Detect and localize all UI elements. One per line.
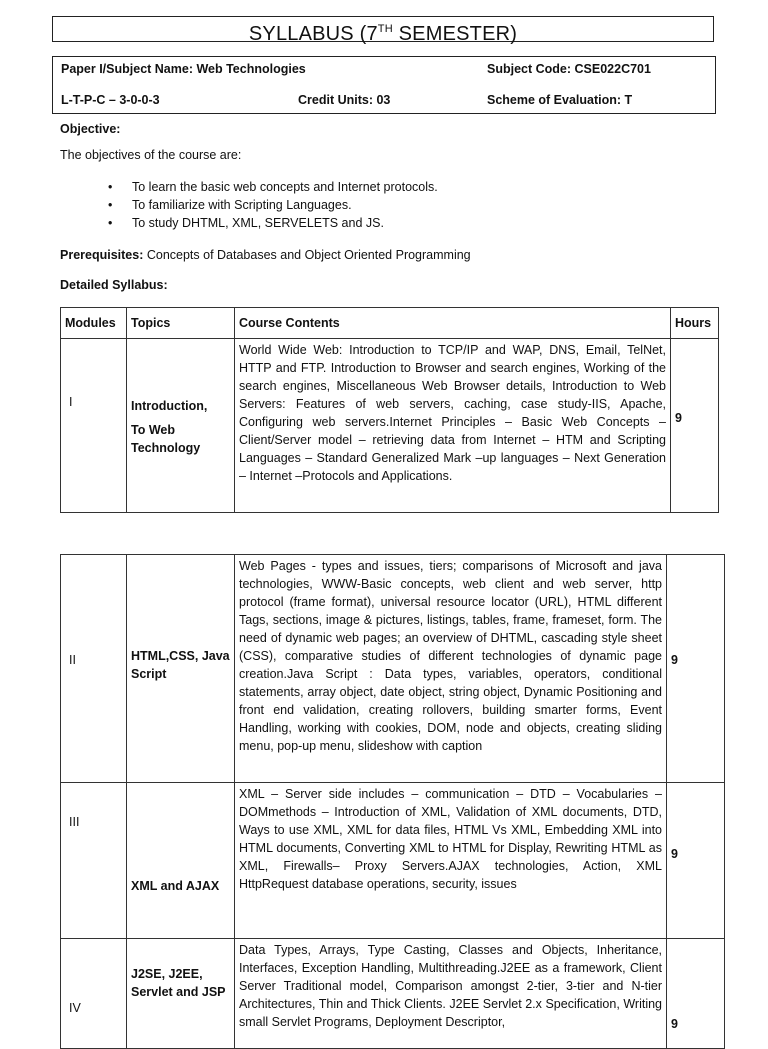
- syllabus-table-part2: [60, 554, 725, 1049]
- module-hours: 9: [671, 339, 719, 513]
- header-course-contents: Course Contents: [235, 308, 671, 339]
- table-header-row: [61, 308, 719, 339]
- bullet-icon: •: [108, 216, 113, 230]
- objectives-list: [100, 178, 438, 232]
- syllabus-table-part1: [60, 307, 719, 513]
- module-number: I: [61, 339, 127, 513]
- prerequisites: [60, 248, 471, 262]
- table-row: [61, 555, 725, 783]
- module-topic: HTML,CSS, Java Script: [127, 555, 235, 783]
- module-hours: 9: [667, 555, 725, 783]
- credit-units: Credit Units: 03: [298, 93, 391, 107]
- table-row: [61, 339, 719, 513]
- module-contents: Web Pages - types and issues, tiers; comparisons of Microsoft and java technologies, WWW-Basic concepts, web client and web server, http protocol (frame format), universal resource locator (URL), HTML different Tags, sections, image & pictures, listings, tables, frame, frameset, form. The need of dynamic web pages; an overview of DHTML, cascading style sheet (CSS), comparative studies of different technologies of dynamic page creation.Java Script : Data types, variables, operators, conditional statements, array object, date object, string object, Dynamic Positioning and front end validation, creating rollovers, building smarter forms, Event Handling, working with cookies, DOM, node and objects, creating sliding menu, pop-up menu, slideshow with caption: [235, 555, 667, 783]
- title-suffix: SEMESTER): [392, 23, 518, 45]
- subject-code: Subject Code: CSE022C701: [487, 62, 651, 76]
- module-contents: World Wide Web: Introduction to TCP/IP and WAP, DNS, Email, TelNet, HTTP and FTP. Introduction to Browser and search engines, Working of the search engines, Miscellaneous Web Browser details, Introduction to Web Servers: Features of web servers, caching, case study-IIS, Apache, Configuring web servers.Internet Principles – Basic Web Concepts – Client/Server model – retrieving data from Internet – HTM and Scripting Languages – Standard Generalized Mark –up languages – Next Generation – Internet –Protocols and Applications.: [235, 339, 671, 513]
- title-superscript: TH: [377, 23, 393, 35]
- bullet-icon: •: [108, 180, 113, 194]
- module-contents: XML – Server side includes – communication – DTD – Vocabularies – DOMmethods – Introduction of XML, Validation of XML documents, DTD, Ways to use XML, XML for data files, HTML Vs XML, Embedding XML into HTML documents, Converting XML to HTML for Display, Rewriting HTML as XML, Firewalls– Proxy Servers.AJAX technologies, Action, XML HttpRequest database operations, security, issues: [235, 783, 667, 939]
- header-topics: Topics: [127, 308, 235, 339]
- table-row: [61, 783, 725, 939]
- objective-intro: The objectives of the course are:: [60, 148, 242, 162]
- module-number: III: [61, 783, 127, 939]
- prerequisites-label: Prerequisites:: [60, 248, 144, 262]
- list-item: • To study DHTML, XML, SERVELETS and JS.: [108, 216, 384, 230]
- prerequisites-text: Concepts of Databases and Object Oriented Programming: [143, 248, 471, 262]
- detailed-syllabus-heading: Detailed Syllabus:: [60, 278, 168, 292]
- module-number: II: [61, 555, 127, 783]
- header-modules: Modules: [61, 308, 127, 339]
- subject-info-box: [52, 56, 716, 114]
- list-item: • To learn the basic web concepts and Internet protocols.: [108, 180, 438, 194]
- module-contents: Data Types, Arrays, Type Casting, Classes and Objects, Inheritance, Interfaces, Exception Handling, Multithreading.J2EE as a framework, Client Server Traditional model, Comparison amongst 2-tier, 3-tier and N-tier Architectures, Thin and Thick Clients. J2EE Servlet 2.x Specification, Writing small Servlet Programs, Deployment Descriptor,: [235, 939, 667, 1049]
- subject-name: Paper I/Subject Name: Web Technologies: [61, 62, 306, 76]
- objective-heading: Objective:: [60, 122, 121, 136]
- module-topic: Introduction, To Web Technology: [127, 339, 235, 513]
- bullet-icon: •: [108, 198, 113, 212]
- module-hours: 9: [667, 939, 725, 1049]
- module-hours: 9: [667, 783, 725, 939]
- list-item: • To familiarize with Scripting Languages.: [108, 198, 352, 212]
- table-row: [61, 939, 725, 1049]
- header-hours: Hours: [671, 308, 719, 339]
- module-number: IV: [61, 939, 127, 1049]
- module-topic: J2SE, J2EE, Servlet and JSP: [127, 939, 235, 1049]
- title-prefix: SYLLABUS (7: [248, 23, 378, 45]
- scheme-of-evaluation: Scheme of Evaluation: T: [487, 93, 633, 107]
- ltpc: L-T-P-C – 3-0-0-3: [61, 93, 160, 107]
- page-title: [52, 16, 714, 45]
- module-topic: XML and AJAX: [127, 783, 235, 939]
